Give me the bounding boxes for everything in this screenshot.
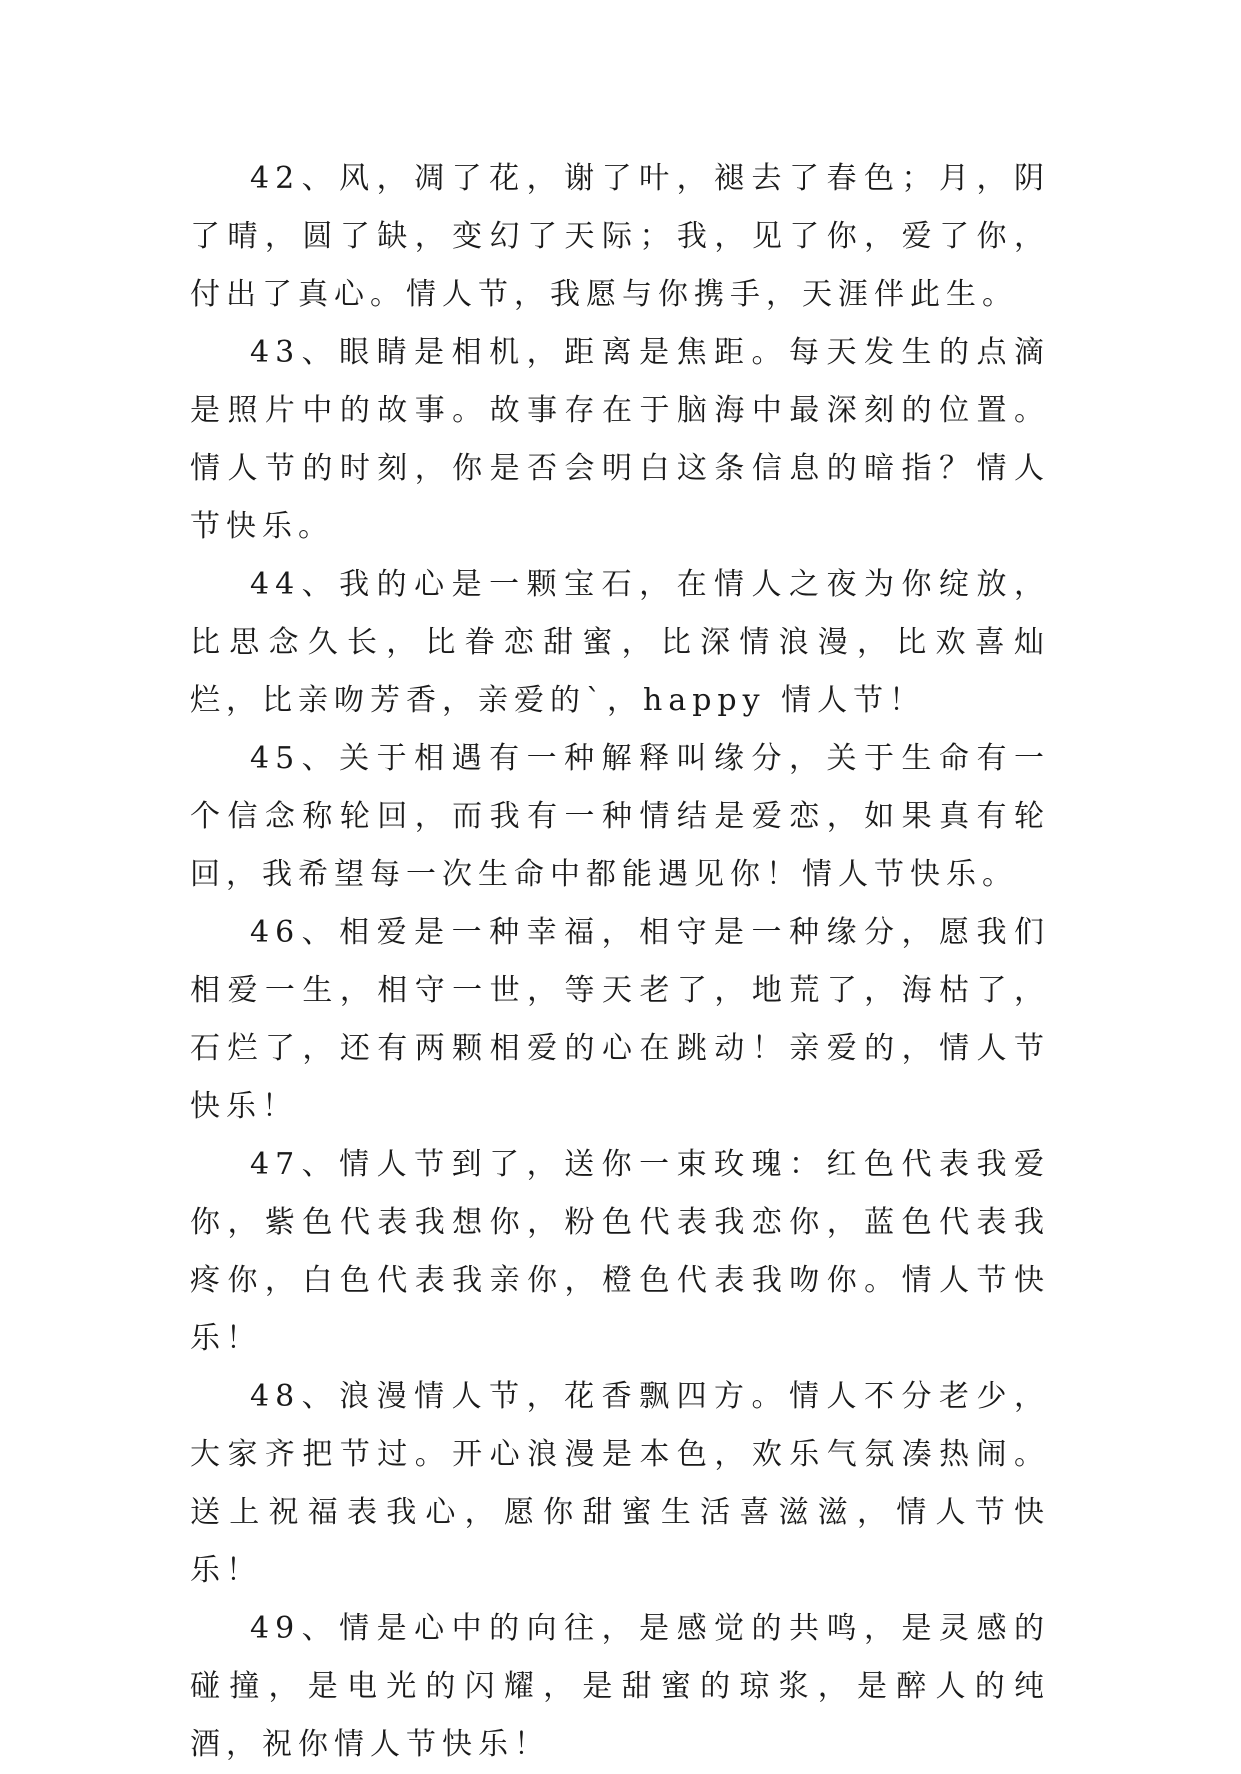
paragraph-43: 43、眼睛是相机，距离是焦距。每天发生的点滴是照片中的故事。故事存在于脑海中最深刻的位置。情人节的时刻，你是否会明白这条信息的暗指？情人节快乐。: [190, 335, 1050, 544]
document-page: [190, 150, 1050, 1774]
paragraph-42: 42、风，凋了花，谢了叶，褪去了春色；月，阴了晴，圆了缺，变幻了天际；我，见了你，爱了你，付出了真心。情人节，我愿与你携手，天涯伴此生。: [190, 161, 1050, 312]
paragraph-49: 49、情是心中的向往，是感觉的共鸣，是灵感的碰撞，是电光的闪耀，是甜蜜的琼浆，是醉人的纯酒，祝你情人节快乐！: [190, 1611, 1050, 1762]
paragraph-44: 44、我的心是一颗宝石，在情人之夜为你绽放，比思念久长，比眷恋甜蜜，比深情浪漫，比欢喜灿烂，比亲吻芳香，亲爱的`，happy 情人节！: [190, 567, 1050, 718]
paragraph-45: 45、关于相遇有一种解释叫缘分，关于生命有一个信念称轮回，而我有一种情结是爱恋，如果真有轮回，我希望每一次生命中都能遇见你！情人节快乐。: [190, 741, 1050, 892]
paragraph-47: 47、情人节到了，送你一束玫瑰：红色代表我爱你，紫色代表我想你，粉色代表我恋你，蓝色代表我疼你，白色代表我亲你，橙色代表我吻你。情人节快乐！: [190, 1147, 1050, 1356]
paragraph-48: 48、浪漫情人节，花香飘四方。情人不分老少，大家齐把节过。开心浪漫是本色，欢乐气氛凑热闹。送上祝福表我心，愿你甜蜜生活喜滋滋，情人节快乐！: [190, 1379, 1050, 1588]
paragraph-46: 46、相爱是一种幸福，相守是一种缘分，愿我们相爱一生，相守一世，等天老了，地荒了，海枯了，石烂了，还有两颗相爱的心在跳动！亲爱的，情人节快乐！: [190, 915, 1050, 1124]
